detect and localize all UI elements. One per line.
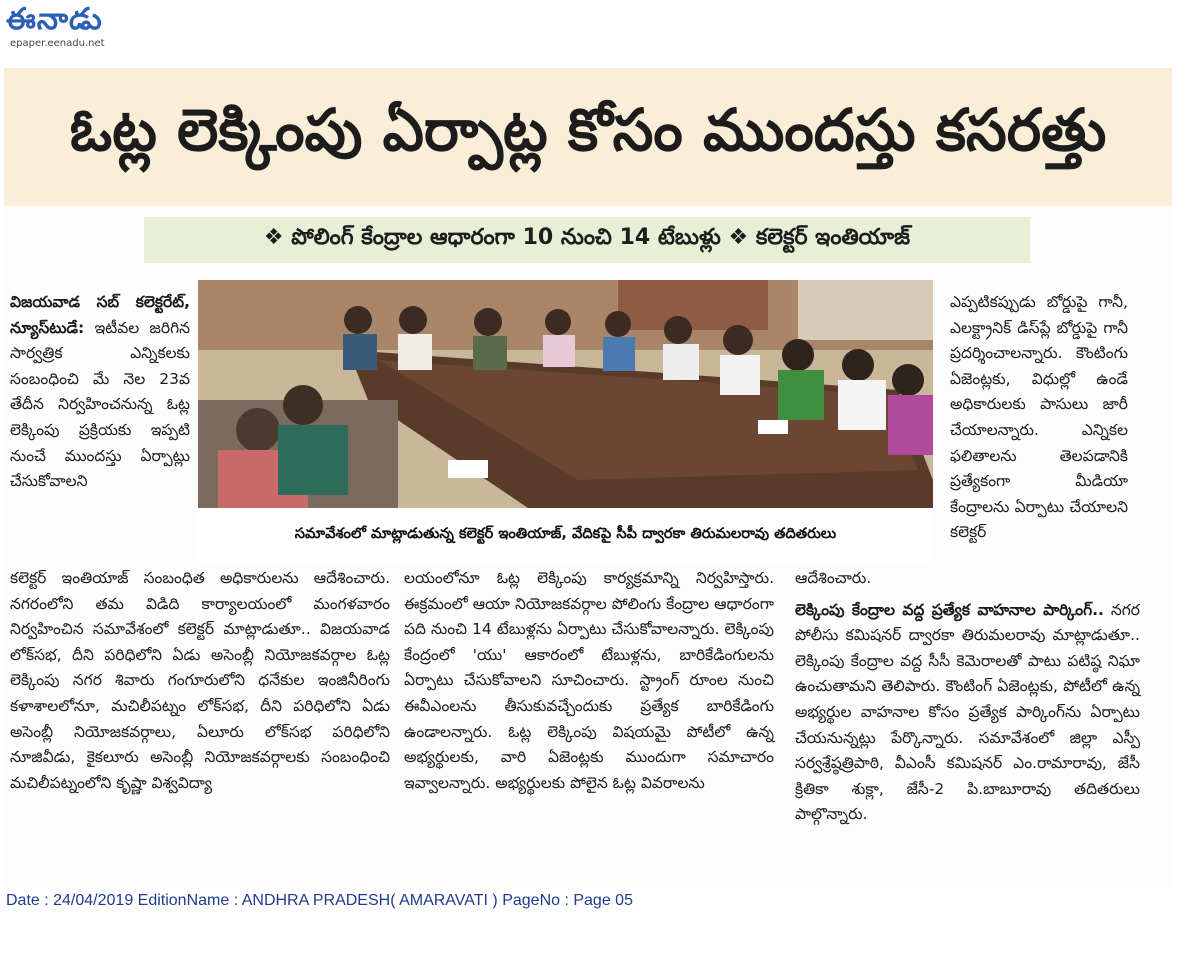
masthead [0,0,160,60]
column-3-top: ఎప్పటికప్పుడు బోర్డుపై గానీ, ఎలక్ట్రానిక్ డిస్‌ప్లే బోర్డుపై గానీ ప్రదర్శించాలన్నారు. కౌంటింగు ఏజెంట్లకు, విధుల్లో ఉండే అధికారులకు పాసులు జారీ చేయాలన్నారు. ఎన్నికల ఫలితాలను తెలపడానికి ప్రత్యేకంగా మీడియా కేంద్రాలను ఏర్పాటు చేయాలని కలెక్టర్ [950,293,1128,542]
parking-subheading: లెక్కింపు కేంద్రాల వద్ద ప్రత్యేక వాహనాల పార్కింగ్.. [795,600,1104,619]
column-3-bottom-text: నగర పోలీసు కమిషనర్ ద్వారకా తిరుమలరావు మాట్లాడుతూ.. లెక్కింపు కేంద్రాల వద్ద సీసీ కెమెరాలతో పాటు పటిష్ఠ నిఘా ఉంచుతామని తెలిపారు. కౌంటింగ్ ఏజెంట్లకు, పోటీలో ఉన్న అభ్యర్థుల వాహనాల కోసం ప్రత్యేక పార్కింగ్‌ను ఏర్పాటు చేయనున్నట్లు పేర్కొన్నారు. సమావేశంలో జిల్లా ఎస్పీ సర్వశ్రేష్ఠత్రిపాఠి, వీఎంసీ కమిషనర్ ఎం.రామారావు, జేసీ క్రితికా శుక్లా, జేసీ-2 పి.బాబూరావు తదితరులు పాల్గొన్నారు. [795,600,1140,824]
site-url[interactable]: epaper.eenadu.net [10,38,105,49]
column-2: లయంలోనూ ఓట్ల లెక్కింపు కార్యక్రమాన్ని నిర్వహిస్తారు. ఈక్రమంలో ఆయా నియోజకవర్గాల పోలింగు కేంద్రాల ఆధారంగా పది నుంచి 14 టేబుళ్లను ఏర్పాటు చేసుకోవాలన్నారు. లెక్కింపు కేంద్రంలో 'యు' ఆకారంలో టేబుళ్లను, బారికేడింగులను ఏర్పాటు చేసుకోవాలని సూచించారు. స్ట్రాంగ్ రూంల నుంచి ఈవీఎంలను తీసుకువచ్చేందుకు ప్రత్యేక బారికేడింగు ఉండాలన్నారు. ఓట్ల లెక్కింపు విషయమై పోటీలో ఉన్న అభ్యర్థులకు, వారి ఏజెంట్లకు ముందుగా సమాచారం ఇవ్వాలన్నారు. అభ్యర్థులకు పోలైన ఓట్ల వివరాలను [404,569,774,792]
meeting-photo-illustration [198,280,933,508]
edition-footer: Date : 24/04/2019 EditionName : ANDHRA PRADESH( AMARAVATI ) PageNo : Page 05 [6,892,633,909]
article-headline: ఓట్ల లెక్కింపు ఏర్పాట్ల కోసం ముందస్తు కసరత్తు [4,68,1172,206]
column-3-bottom [795,566,1140,828]
byline: విజయవాడ సబ్ కలెక్టరేట్, న్యూస్‌టుడే: [10,293,190,337]
article-subheadline: ❖ పోలింగ్ కేంద్రాల ఆధారంగా 10 నుంచి 14 టేబుళ్లు ❖ కలెక్టర్ ఇంతియాజ్ [144,217,1030,263]
eenadu-logo: ఈనాడు [6,2,103,37]
column-3-continuation: ఆదేశించారు. [795,569,872,587]
column-1-bottom: కలెక్టర్ ఇంతియాజ్ సంబంధిత అధికారులను ఆదేశించారు. నగరంలోని తమ విడిది కార్యాలయంలో మంగళవారం నిర్వహించిన సమావేశంలో కలెక్టర్ మాట్లాడుతూ.. విజయవాడ లోక్‌సభ, దీని పరిధిలోని ఏడు అసెంబ్లీ నియోజకవర్గాల ఓట్ల లెక్కింపు నగర శివారు గంగూరులోని ధనేకుల ఇంజినీరింగు కళాశాలలోనూ, మచిలీపట్నం లోక్‌సభ, దీని పరిధిలోని ఏడు అసెంబ్లీ నియోజకవర్గాలు, ఏలూరు లోక్‌సభ పరిధిలోని నూజివీడు, కైకలూరు అసెంబ్లీ నియోజకవర్గాలకు సంబంధించి మచిలీపట్నంలోని కృష్ణా విశ్వవిద్యా [10,569,390,792]
column-3-section [795,598,1140,828]
column-1-top [10,290,190,495]
photo-caption: సమావేశంలో మాట్లాడుతున్న కలెక్టర్ ఇంతియాజ్, వేదికపై సీపీ ద్వారకా తిరుమలరావు తదితరులు [198,508,933,562]
meeting-photo [198,280,933,508]
column-1-top-text: ఇటీవల జరిగిన సార్వత్రిక ఎన్నికలకు సంబంధించి మే నెల 23వ తేదీన నిర్వహించనున్న ఓట్ల లెక్కింపు ప్రక్రియకు ఇప్పటి నుంచే ముందస్తు ఏర్పాట్లు చేసుకోవాలని [10,318,190,491]
